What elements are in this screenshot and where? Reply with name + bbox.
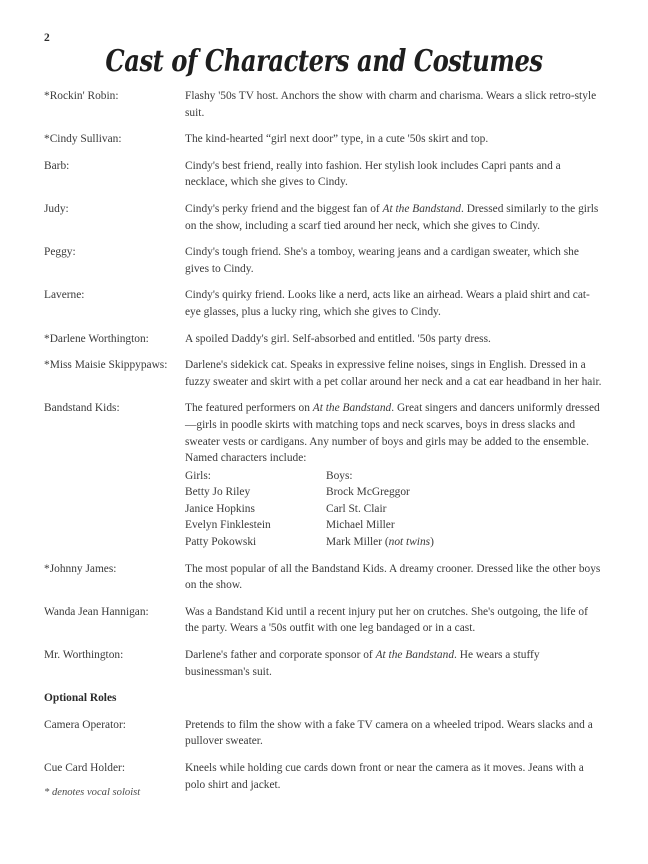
bandstand-kids-name-table xyxy=(185,468,604,551)
role-row xyxy=(44,331,604,348)
kid-name-row xyxy=(185,534,604,551)
role-description: Flashy '50s TV host. Anchors the show with charm and charisma. Wears a slick retro-style suit. xyxy=(185,90,597,119)
role-row xyxy=(44,561,604,594)
kid-name-row xyxy=(185,501,604,518)
role-description: Cindy's tough friend. She's a tomboy, wearing jeans and a cardigan sweater, which she gives to Cindy. xyxy=(185,246,579,275)
role-name: *Cindy Sullivan: xyxy=(44,133,122,146)
role-name: Peggy: xyxy=(44,246,76,259)
girl-name: Janice Hopkins xyxy=(185,502,255,515)
boys-column-header: Boys: xyxy=(326,469,353,482)
girl-name: Evelyn Finklestein xyxy=(185,519,271,532)
role-name: *Johnny James: xyxy=(44,562,117,575)
role-name: *Darlene Worthington: xyxy=(44,332,149,345)
girl-name: Patty Pokowski xyxy=(185,536,257,549)
page-title: Cast of Characters and Costumes xyxy=(105,44,543,79)
boy-name: Mark Miller (not twins) xyxy=(326,536,434,549)
footnote-vocal-soloist: * denotes vocal soloist xyxy=(44,787,141,798)
boy-name: Brock McGreggor xyxy=(326,486,410,499)
role-description: Darlene's father and corporate sponsor of At the Bandstand. He wears a stuffy businessman's suit. xyxy=(185,649,540,678)
role-description: Cindy's best friend, really into fashion. Her stylish look includes Capri pants and a necklace, which she gives to Cindy. xyxy=(185,159,561,189)
role-description: A spoiled Daddy's girl. Self-absorbed and entitled. '50s party dress. xyxy=(185,332,491,345)
role-row xyxy=(44,287,604,320)
role-name: Barb: xyxy=(44,159,70,172)
kid-name-row xyxy=(185,517,604,534)
kid-name-rows xyxy=(185,484,604,550)
role-row xyxy=(44,131,604,148)
role-description: The most popular of all the Bandstand Kids. A dreamy crooner. Dressed like the other boys on the show. xyxy=(185,562,601,592)
role-name: Mr. Worthington: xyxy=(44,649,124,662)
role-name: Laverne: xyxy=(44,289,85,302)
role-name: *Miss Maisie Skippypaws: xyxy=(44,359,168,372)
role-row xyxy=(44,647,604,680)
kid-header-row xyxy=(185,468,604,485)
girls-column-header: Girls: xyxy=(185,469,211,482)
role-row xyxy=(44,717,604,750)
role-name: Bandstand Kids: xyxy=(44,402,120,415)
role-description xyxy=(185,400,604,550)
role-name: Camera Operator: xyxy=(44,718,126,731)
role-row xyxy=(44,88,604,121)
role-description-text: The featured performers on At the Bandstand. Great singers and dancers uniformly dressed—girls in poodle skirts with matching tops and neck scarves, boys in dress slacks and sweater vests or cardigans. Any number of boys and girls may be added to the ensemble. Named characters include: xyxy=(185,402,600,465)
role-name: Cue Card Holder: xyxy=(44,762,125,774)
role-description: Kneels while holding cue cards down front or near the camera as it moves. Jeans with a polo shirt and jacket. xyxy=(185,762,584,791)
role-description: Cindy's quirky friend. Looks like a nerd, acts like an airhead. Wears a plaid shirt and cat-eye glasses, plus a lucky ring, which she gives to Cindy. xyxy=(185,289,590,318)
role-row xyxy=(44,158,604,191)
role-description: Pretends to film the show with a fake TV camera on a wheeled tripod. Wears slacks and a pullover sweater. xyxy=(185,718,593,748)
boy-name: Carl St. Clair xyxy=(326,502,387,515)
after-roles-group xyxy=(44,561,604,681)
optional-roles-group xyxy=(44,717,604,793)
role-row xyxy=(44,357,604,390)
role-description: Was a Bandstand Kid until a recent injury put her on crutches. She's outgoing, the life of the party. Wears a '50s outfit with one leg bandaged or in a cast. xyxy=(185,605,588,635)
role-row xyxy=(44,201,604,234)
kid-name-row xyxy=(185,484,604,501)
role-name: Wanda Jean Hannigan: xyxy=(44,605,149,618)
role-name: *Rockin' Robin: xyxy=(44,90,119,102)
page-number: 2 xyxy=(44,32,50,44)
role-name: Judy: xyxy=(44,202,69,215)
girl-name: Betty Jo Riley xyxy=(185,486,251,499)
cast-list xyxy=(44,88,604,803)
main-roles-group xyxy=(44,88,604,390)
boy-name: Michael Miller xyxy=(326,519,395,532)
role-row xyxy=(44,244,604,277)
role-description: Cindy's perky friend and the biggest fan of At the Bandstand. Dressed similarly to the girls on the show, including a scarf tied around her neck, which she gives to Cindy. xyxy=(185,202,599,232)
role-description: Darlene's sidekick cat. Speaks in expressive feline noises, sings in English. Dressed in a fuzzy sweater and skirt with a pet collar around her neck and a cat ear headband in her hair. xyxy=(185,359,602,388)
role-description: The kind-hearted “girl next door” type, in a cute '50s skirt and top. xyxy=(185,133,489,146)
role-row-bandstand-kids xyxy=(44,400,604,550)
role-row xyxy=(44,604,604,637)
optional-roles-heading: Optional Roles xyxy=(44,692,117,705)
